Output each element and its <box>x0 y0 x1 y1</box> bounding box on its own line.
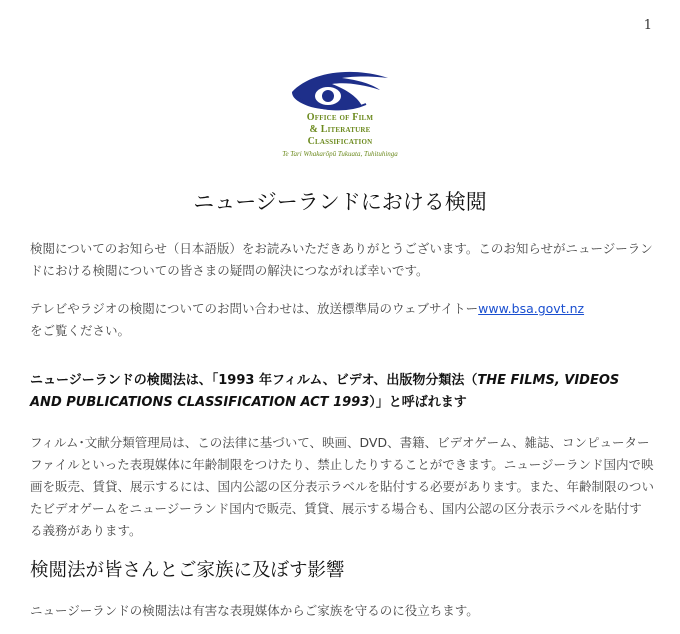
page-title: ニュージーランドにおける検閲 <box>193 190 487 214</box>
logo-text-line-2: & Literature <box>309 124 371 135</box>
bsa-link[interactable]: www.bsa.govt.nz <box>478 301 585 316</box>
act-heading-before: ニュージーランドの検閲法は、「1993 年フィルム、ビデオ、出版物分類法（ <box>30 373 478 388</box>
bsa-text-after: をご覧ください。 <box>30 323 131 338</box>
page-number: 1 <box>643 18 652 33</box>
bsa-text-before: テレビやラジオの検閲についてのお問い合わせは、放送標準局のウェブサイトー <box>30 301 479 316</box>
bsa-paragraph <box>30 298 654 342</box>
office-paragraph: フィルム･文献分類管理局は、この法律に基づいて、映画、DVD、書籍、ビデオゲーム、雑誌、コンピューターファイルといった表現媒体に年齢制限をつけたり、禁止したりすることができます。ニュージーランド国内で映画を販売、賃貸、展示するには、国内公認の区分表示ラベルを貼付する必要があります。また、年齢制限のついたビデオゲームをニュージーランド国内で販売、賃貸、展示する場合も、国内公認の区分表示ラベルを貼付する義務があります。 <box>30 435 655 538</box>
intro-paragraph: 検閲についてのお知らせ（日本語版）をお読みいただきありがとうございます。このお知らせがニュージーランドにおける検閲についての皆さまの疑問の解決につながれば幸いです。 <box>30 241 653 278</box>
logo-text-line-1: Office of Film <box>306 112 374 123</box>
act-heading <box>30 370 654 414</box>
impact-heading: 検閲法が皆さんとご家族に及ぼす影響 <box>30 560 345 581</box>
act-heading-after: ）」と呼ばれます <box>369 395 467 410</box>
logo-text-line-3: Classification <box>307 136 373 147</box>
logo-maori-name: Te Tari Whakarōpū Tukuata, Tuhituhinga <box>282 150 398 158</box>
ofc-logo <box>0 68 680 158</box>
act-heading-english: THE FILMS, VIDEOS AND PUBLICATIONS CLASSIFICATION ACT 1993 <box>30 373 620 410</box>
eye-logo-icon <box>288 68 392 112</box>
impact-paragraph: ニュージーランドの検閲法は有害な表現媒体からご家族を守るのに役立ちます。 <box>30 603 479 618</box>
